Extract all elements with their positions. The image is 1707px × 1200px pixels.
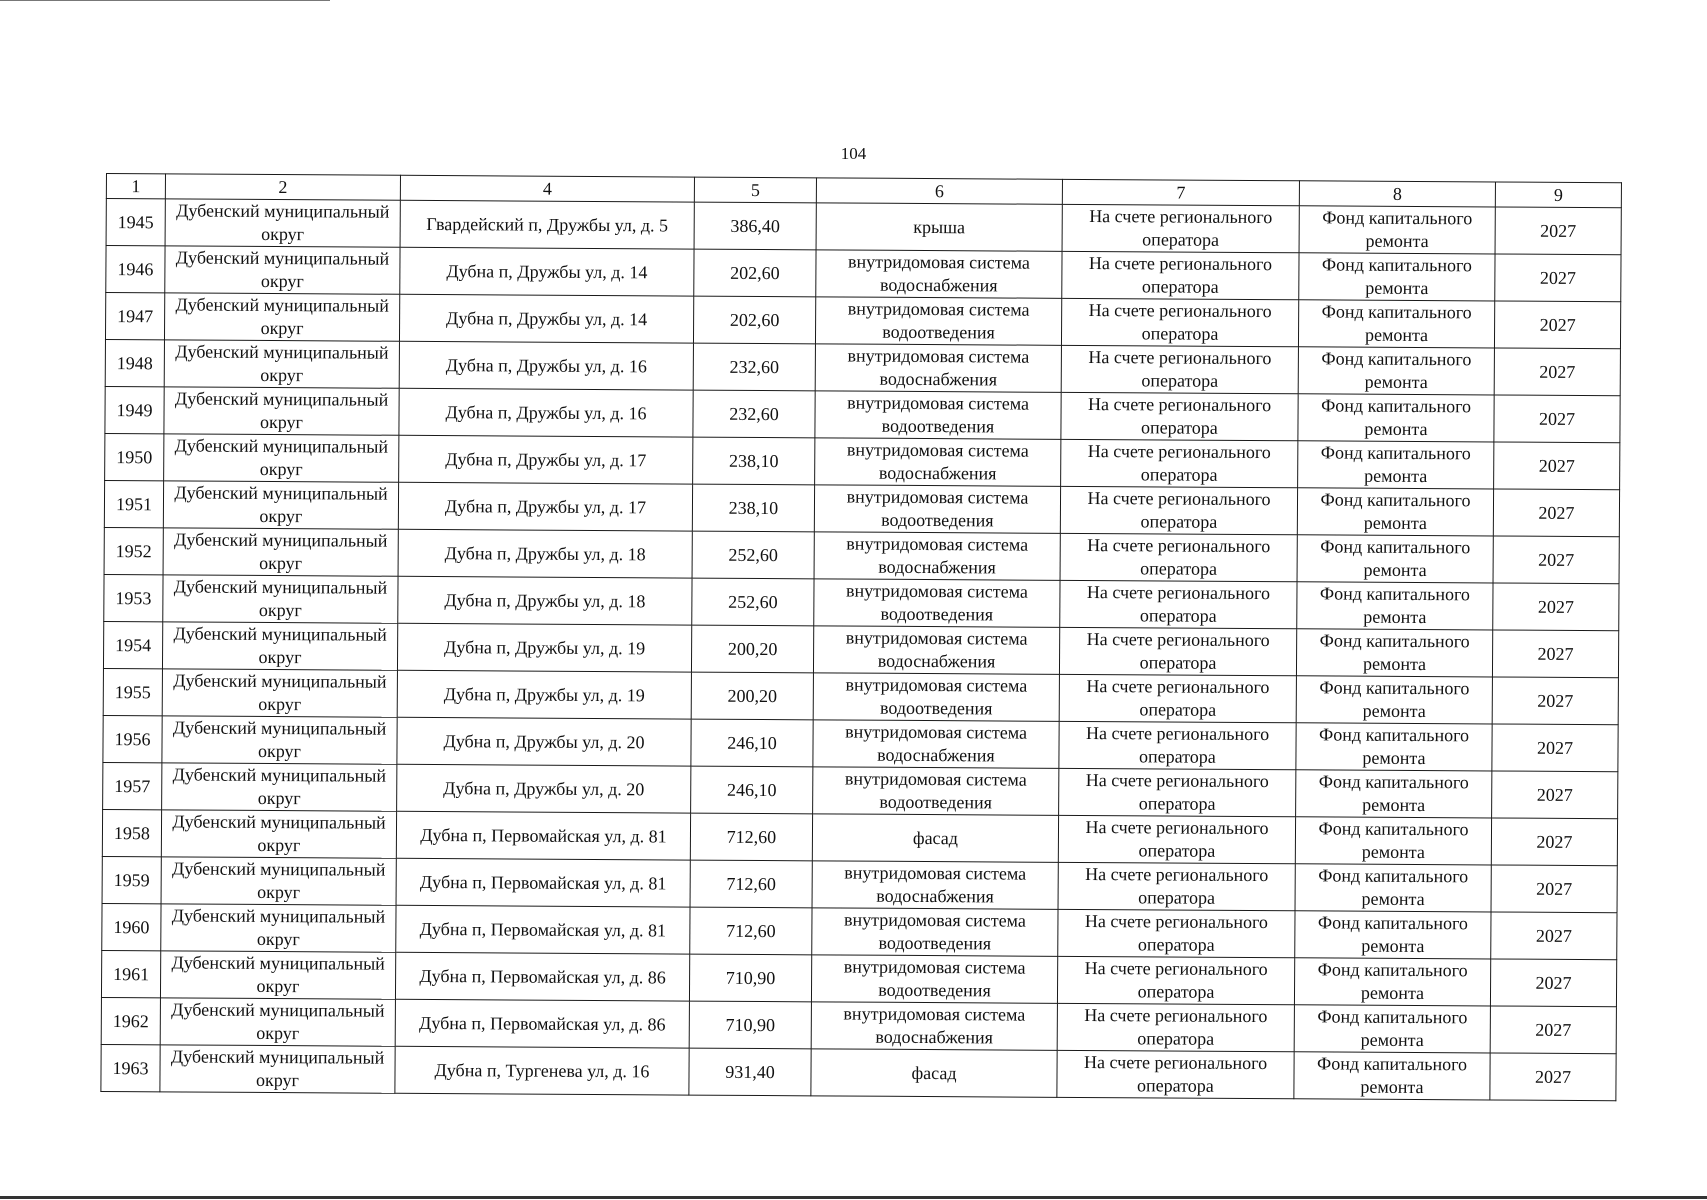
work-type-cell: внутридомовая система водоснабжения (815, 344, 1061, 393)
area-cell: 238,10 (693, 437, 815, 485)
funding-source-cell: Фонд капитального ремонта (1296, 723, 1492, 771)
row-number-cell: 1954 (103, 621, 162, 668)
work-type-cell: внутридомовая система водоотведения (812, 908, 1058, 957)
area-cell: 200,20 (691, 672, 813, 720)
year-cell: 2027 (1495, 254, 1621, 302)
work-type-cell: внутридомовая система водоснабжения (815, 438, 1061, 487)
work-type-cell: внутридомовая система водоснабжения (813, 720, 1059, 769)
account-cell: На счете регионального оператора (1062, 251, 1299, 299)
year-cell: 2027 (1490, 1053, 1616, 1101)
row-number-cell: 1951 (104, 480, 163, 527)
address-cell: Дубна п, Дружбы ул, д. 19 (397, 670, 691, 719)
work-type-cell: фасад (811, 1049, 1057, 1098)
account-cell: На счете регионального оператора (1059, 674, 1296, 722)
district-cell: Дубенский муниципальный округ (160, 951, 395, 999)
header-cell-2: 2 (165, 174, 400, 200)
year-cell: 2027 (1493, 583, 1619, 631)
work-type-cell: внутридомовая система водоснабжения (814, 532, 1060, 581)
area-cell: 386,40 (694, 202, 816, 250)
account-cell: На счете регионального оператора (1061, 345, 1298, 393)
row-number-cell: 1960 (102, 903, 161, 950)
funding-source-cell: Фонд капитального ремонта (1298, 394, 1494, 442)
area-cell: 710,90 (689, 954, 811, 1002)
account-cell: На счете регионального оператора (1057, 956, 1294, 1004)
address-cell: Дубна п, Дружбы ул, д. 14 (399, 294, 693, 343)
row-number-cell: 1947 (105, 293, 164, 340)
area-cell: 202,60 (693, 296, 815, 344)
table-body (101, 199, 1621, 1101)
year-cell: 2027 (1495, 207, 1621, 255)
work-type-cell: внутридомовая система водоотведения (815, 297, 1061, 346)
year-cell: 2027 (1492, 677, 1618, 725)
header-cell-5: 5 (694, 177, 816, 203)
year-cell: 2027 (1492, 771, 1618, 819)
year-cell: 2027 (1494, 442, 1620, 490)
area-cell: 246,10 (691, 719, 813, 767)
account-cell: На счете регионального оператора (1058, 909, 1295, 957)
funding-source-cell: Фонд капитального ремонта (1296, 770, 1492, 818)
district-cell: Дубенский муниципальный округ (161, 904, 396, 952)
district-cell: Дубенский муниципальный округ (164, 434, 399, 482)
year-cell: 2027 (1491, 865, 1617, 913)
address-cell: Дубна п, Первомайская ул, д. 81 (396, 811, 690, 860)
work-type-cell: внутридомовая система водоснабжения (816, 250, 1062, 299)
work-type-cell: внутридомовая система водоотведения (814, 579, 1060, 628)
work-type-cell: крыша (816, 203, 1062, 252)
address-cell: Дубна п, Дружбы ул, д. 20 (397, 764, 691, 813)
address-cell: Дубна п, Первомайская ул, д. 86 (395, 999, 689, 1048)
work-type-cell: фасад (812, 814, 1058, 863)
district-cell: Дубенский муниципальный округ (163, 481, 398, 529)
district-cell: Дубенский муниципальный округ (161, 857, 396, 905)
address-cell: Дубна п, Дружбы ул, д. 17 (398, 482, 692, 531)
work-type-cell: внутридомовая система водоснабжения (811, 1002, 1057, 1051)
year-cell: 2027 (1491, 912, 1617, 960)
work-type-cell: внутридомовая система водоотведения (813, 673, 1059, 722)
funding-source-cell: Фонд капитального ремонта (1294, 958, 1490, 1006)
row-number-cell: 1959 (102, 856, 161, 903)
area-cell: 710,90 (689, 1001, 811, 1049)
district-cell: Дубенский муниципальный округ (161, 810, 396, 858)
funding-source-cell: Фонд капитального ремонта (1298, 441, 1494, 489)
area-cell: 252,60 (692, 531, 814, 579)
funding-source-cell: Фонд капитального ремонта (1297, 582, 1493, 630)
row-number-cell: 1945 (106, 199, 165, 246)
row-number-cell: 1958 (102, 809, 161, 856)
account-cell: На счете регионального оператора (1060, 486, 1297, 534)
row-number-cell: 1962 (101, 997, 160, 1044)
area-cell: 931,40 (689, 1048, 811, 1096)
funding-source-cell: Фонд капитального ремонта (1295, 864, 1491, 912)
funding-source-cell: Фонд капитального ремонта (1296, 629, 1492, 677)
funding-source-cell: Фонд капитального ремонта (1299, 253, 1495, 301)
area-cell: 712,60 (690, 907, 812, 955)
area-cell: 202,60 (694, 249, 816, 297)
scan-bottom-edge (0, 1196, 1707, 1199)
district-cell: Дубенский муниципальный округ (160, 998, 395, 1046)
address-cell: Дубна п, Дружбы ул, д. 20 (397, 717, 691, 766)
account-cell: На счете регионального оператора (1057, 1050, 1294, 1098)
year-cell: 2027 (1490, 959, 1616, 1007)
work-type-cell: внутридомовая система водоснабжения (813, 626, 1059, 675)
work-type-cell: внутридомовая система водоотведения (811, 955, 1057, 1004)
account-cell: На счете регионального оператора (1061, 392, 1298, 440)
work-type-cell: внутридомовая система водоснабжения (812, 861, 1058, 910)
district-cell: Дубенский муниципальный округ (162, 669, 397, 717)
work-type-cell: внутридомовая система водоотведения (814, 485, 1060, 534)
funding-source-cell: Фонд капитального ремонта (1295, 911, 1491, 959)
funding-source-cell: Фонд капитального ремонта (1296, 676, 1492, 724)
year-cell: 2027 (1492, 630, 1618, 678)
account-cell: На счете регионального оператора (1061, 439, 1298, 487)
header-cell-4: 4 (400, 175, 694, 202)
table-row (101, 1044, 1616, 1100)
funding-source-cell: Фонд капитального ремонта (1297, 488, 1493, 536)
funding-source-cell: Фонд капитального ремонта (1299, 206, 1495, 254)
year-cell: 2027 (1494, 395, 1620, 443)
address-cell: Дубна п, Дружбы ул, д. 16 (399, 388, 693, 437)
account-cell: На счете регионального оператора (1060, 533, 1297, 581)
account-cell: На счете регионального оператора (1057, 1003, 1294, 1051)
address-cell: Дубна п, Дружбы ул, д. 19 (397, 623, 691, 672)
account-cell: На счете регионального оператора (1059, 768, 1296, 816)
account-cell: На счете регионального оператора (1061, 298, 1298, 346)
district-cell: Дубенский муниципальный округ (162, 622, 397, 670)
row-number-cell: 1955 (103, 668, 162, 715)
header-cell-6: 6 (816, 178, 1062, 205)
row-number-cell: 1957 (103, 762, 162, 809)
year-cell: 2027 (1490, 1006, 1616, 1054)
header-cell-1: 1 (106, 174, 165, 199)
district-cell: Дубенский муниципальный округ (162, 763, 397, 811)
funding-source-cell: Фонд капитального ремонта (1297, 535, 1493, 583)
page-number: 104 (840, 144, 867, 163)
district-cell: Дубенский муниципальный округ (163, 575, 398, 623)
row-number-cell: 1953 (104, 574, 163, 621)
work-type-cell: внутридомовая система водоотведения (815, 391, 1061, 440)
area-cell: 232,60 (693, 390, 815, 438)
area-cell: 200,20 (691, 625, 813, 673)
account-cell: На счете регионального оператора (1059, 627, 1296, 675)
district-cell: Дубенский муниципальный округ (165, 199, 400, 247)
district-cell: Дубенский муниципальный округ (160, 1045, 395, 1093)
scan-edge-line (0, 0, 330, 1)
row-number-cell: 1949 (105, 386, 164, 433)
district-cell: Дубенский муниципальный округ (164, 340, 399, 388)
row-number-cell: 1948 (105, 339, 164, 386)
year-cell: 2027 (1492, 724, 1618, 772)
header-cell-9: 9 (1495, 182, 1621, 208)
header-cell-7: 7 (1062, 179, 1299, 205)
year-cell: 2027 (1493, 536, 1619, 584)
work-type-cell: внутридомовая система водоотведения (813, 767, 1059, 816)
row-number-cell: 1963 (101, 1044, 160, 1091)
year-cell: 2027 (1494, 301, 1620, 349)
funding-source-cell: Фонд капитального ремонта (1295, 817, 1491, 865)
repair-register-table (100, 173, 1622, 1101)
row-number-cell: 1946 (106, 246, 165, 293)
funding-source-cell: Фонд капитального ремонта (1294, 1052, 1490, 1100)
account-cell: На счете регионального оператора (1062, 204, 1299, 252)
year-cell: 2027 (1494, 348, 1620, 396)
area-cell: 712,60 (690, 860, 812, 908)
address-cell: Дубна п, Тургенева ул, д. 16 (395, 1046, 689, 1095)
address-cell: Дубна п, Первомайская ул, д. 86 (395, 952, 689, 1001)
address-cell: Дубна п, Первомайская ул, д. 81 (396, 905, 690, 954)
address-cell: Дубна п, Первомайская ул, д. 81 (396, 858, 690, 907)
district-cell: Дубенский муниципальный округ (165, 246, 400, 294)
row-number-cell: 1956 (103, 715, 162, 762)
account-cell: На счете регионального оператора (1058, 815, 1295, 863)
funding-source-cell: Фонд капитального ремонта (1298, 347, 1494, 395)
account-cell: На счете регионального оператора (1059, 721, 1296, 769)
district-cell: Дубенский муниципальный округ (163, 528, 398, 576)
address-cell: Гвардейский п, Дружбы ул, д. 5 (400, 200, 694, 249)
address-cell: Дубна п, Дружбы ул, д. 18 (398, 576, 692, 625)
row-number-cell: 1950 (105, 433, 164, 480)
row-number-cell: 1952 (104, 527, 163, 574)
district-cell: Дубенский муниципальный округ (164, 293, 399, 341)
year-cell: 2027 (1491, 818, 1617, 866)
area-cell: 252,60 (692, 578, 814, 626)
district-cell: Дубенский муниципальный округ (162, 716, 397, 764)
header-cell-8: 8 (1299, 181, 1495, 207)
address-cell: Дубна п, Дружбы ул, д. 18 (398, 529, 692, 578)
address-cell: Дубна п, Дружбы ул, д. 16 (399, 341, 693, 390)
row-number-cell: 1961 (101, 950, 160, 997)
district-cell: Дубенский муниципальный округ (164, 387, 399, 435)
funding-source-cell: Фонд капитального ремонта (1294, 1005, 1490, 1053)
area-cell: 712,60 (690, 813, 812, 861)
area-cell: 238,10 (692, 484, 814, 532)
area-cell: 246,10 (691, 766, 813, 814)
funding-source-cell: Фонд капитального ремонта (1298, 300, 1494, 348)
account-cell: На счете регионального оператора (1060, 580, 1297, 628)
year-cell: 2027 (1493, 489, 1619, 537)
account-cell: На счете регионального оператора (1058, 862, 1295, 910)
address-cell: Дубна п, Дружбы ул, д. 17 (399, 435, 693, 484)
address-cell: Дубна п, Дружбы ул, д. 14 (400, 247, 694, 296)
area-cell: 232,60 (693, 343, 815, 391)
